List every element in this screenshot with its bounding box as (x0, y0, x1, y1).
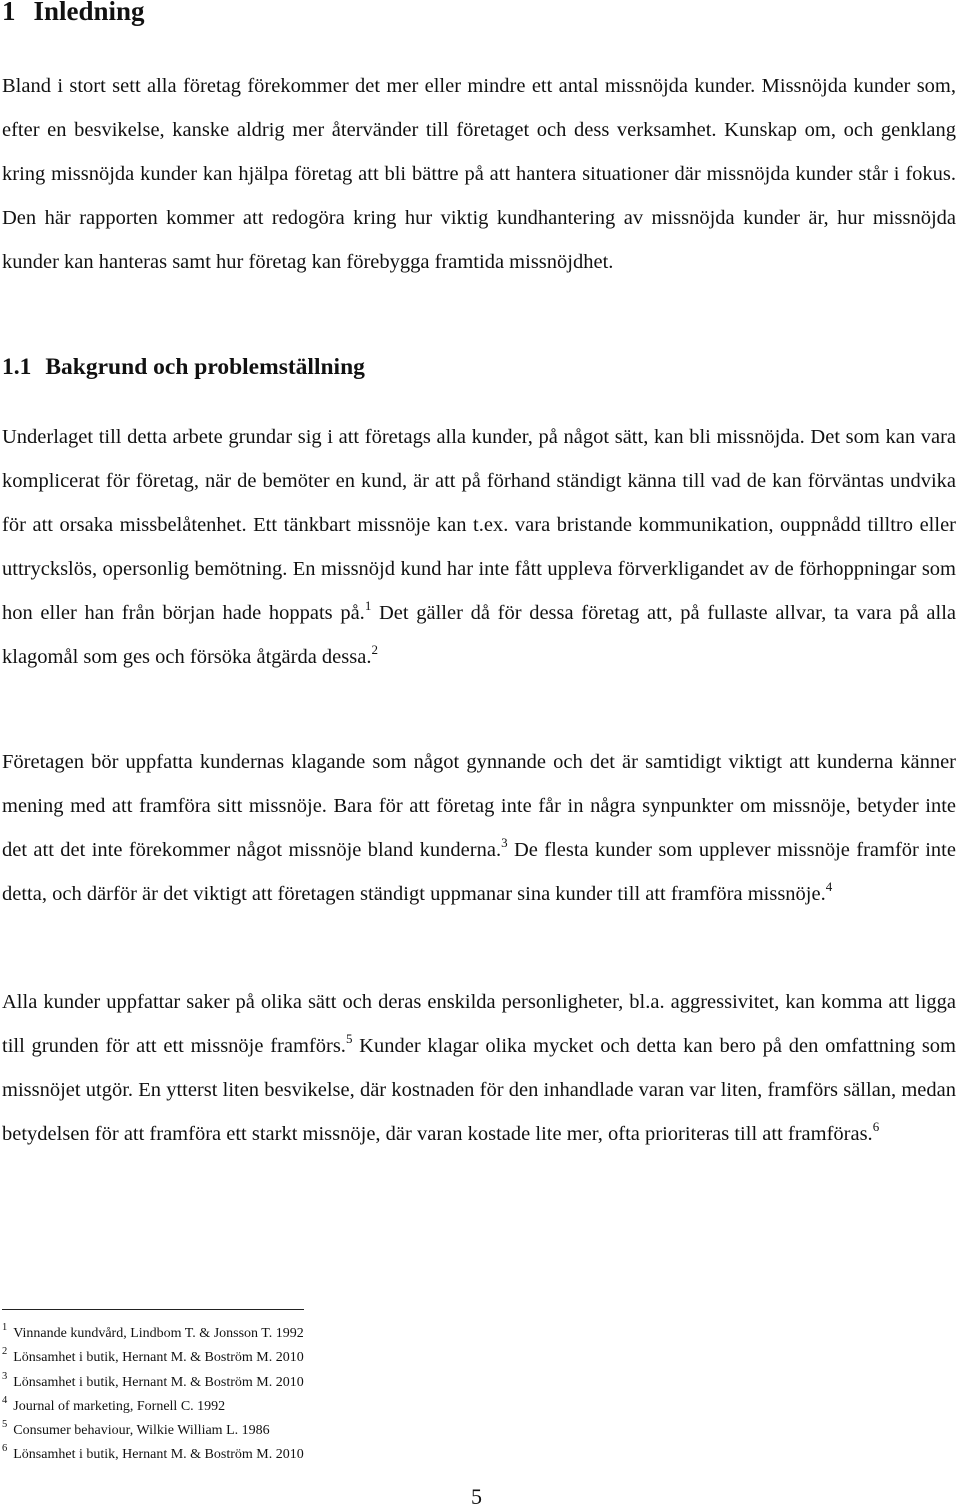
footnote-item (2, 1322, 304, 1346)
paragraph-text: Bland i stort sett alla företag förekommer det mer eller mindre ett antal missnöjda kunder. Missnöjda kunder som, efter en besvikelse, kanske aldrig mer återvänder till företaget och dess verksamhet. Kunskap om, och genklang kring missnöjda kunder kan hjälpa företag att bli bättre på att hantera situationer där missnöjda kunder står i fokus. Den här rapporten kommer att redogöra kring hur viktig kundhantering av missnöjda kunder är, hur missnöjda kunder kan hanteras samt hur företag kan förebygga framtida missnöjdhet. (2, 75, 956, 273)
footnote-text: Lönsamhet i butik, Hernant M. & Boström M. 2010 (13, 1374, 304, 1390)
footnote-divider (2, 1309, 304, 1310)
footnote-text: Lönsamhet i butik, Hernant M. & Boström M. 2010 (13, 1447, 304, 1463)
footnote-text: Journal of marketing, Fornell C. 1992 (13, 1398, 226, 1414)
footnote-number: 2 (2, 1346, 8, 1358)
section-title: Bakgrund och problemställning (45, 354, 365, 380)
background-paragraph (2, 415, 956, 679)
chapter-title: Inledning (33, 0, 145, 26)
footnote-item (2, 1395, 304, 1419)
paragraph-text: Det gäller då för dessa företag att, på fullaste allvar, ta vara på alla klagomål som ges och försöka åtgärda dessa. (2, 602, 956, 668)
paragraph-text: Underlaget till detta arbete grundar sig i att företags alla kunder, på något sätt, kan bli missnöjda. Det som kan vara komplicerat för företag, när de bemöter en kund, är att på förhand ständigt känna till vad de kan förväntas undvika för att orsaka missbelåtenhet. Ett tänkbart missnöje kan t.ex. vara bristande kommunikation, ouppnådd tilltro eller uttryckslös, opersonlig bemötning. En missnöjd kund har inte fått uppleva förverkligandet av de förhoppningar som hon eller han från början hade hoppats på. (2, 426, 956, 624)
footnote-item (2, 1371, 304, 1395)
footnote-item (2, 1419, 304, 1443)
footnote-number: 1 (2, 1322, 8, 1333)
paragraph-text: Kunder klagar olika mycket och detta kan bero på den omfattning som missnöjet utgör. En ytterst liten besvikelse, där kostnaden för den inhandlade varan var liten, framförs sällan, medan betydelsen för att framföra ett starkt missnöje, där varan kostade lite mer, ofta prioriteras till att framföras. (2, 1035, 956, 1145)
footnote-number: 5 (2, 1419, 8, 1431)
section-number: 1.1 (2, 354, 32, 380)
footnote-number: 6 (2, 1443, 8, 1455)
paragraph-text: Alla kunder uppfattar saker på olika sätt och deras enskilda personligheter, bl.a. aggressivitet, kan komma att ligga till grunden för att ett missnöje framförs. (2, 991, 956, 1057)
chapter-number: 1 (2, 0, 16, 26)
footnote-ref[interactable]: 4 (825, 879, 833, 894)
footnote-item (2, 1443, 304, 1467)
page-number: 5 (471, 1484, 482, 1509)
footnote-text: Consumer behaviour, Wilkie William L. 1986 (13, 1423, 270, 1439)
footnote-text: Lönsamhet i butik, Hernant M. & Boström M. 2010 (13, 1350, 304, 1366)
footnote-ref[interactable]: 5 (345, 1031, 353, 1046)
section-heading (2, 354, 365, 381)
footnote-text: Vinnande kundvård, Lindbom T. & Jonsson T. 1992 (13, 1326, 304, 1341)
perception-paragraph (2, 980, 956, 1156)
paragraph-text: De flesta kunder som upplever missnöje framför inte detta, och därför är det viktigt att företagen ständigt uppmanar sina kunder till att framföra missnöje. (2, 839, 956, 905)
footnote-ref[interactable]: 1 (364, 598, 372, 613)
footnote-list (2, 1322, 304, 1468)
paragraph-text: Företagen bör uppfatta kundernas klagande som något gynnande och det är samtidigt viktigt att kunderna känner mening med att framföra sitt missnöje. Bara för att företag inte får in några synpunkter om missnöje, betyder inte det att det inte förekommer något missnöje bland kunderna. (2, 751, 956, 861)
footnote-ref[interactable]: 6 (872, 1119, 880, 1134)
chapter-heading (2, 0, 145, 27)
complaints-paragraph (2, 740, 956, 916)
intro-paragraph (2, 64, 956, 284)
footnote-number: 3 (2, 1370, 8, 1382)
footnote-item (2, 1346, 304, 1370)
footnote-number: 4 (2, 1394, 8, 1406)
footnote-ref[interactable]: 2 (371, 642, 378, 657)
footnote-ref[interactable]: 3 (501, 835, 508, 850)
